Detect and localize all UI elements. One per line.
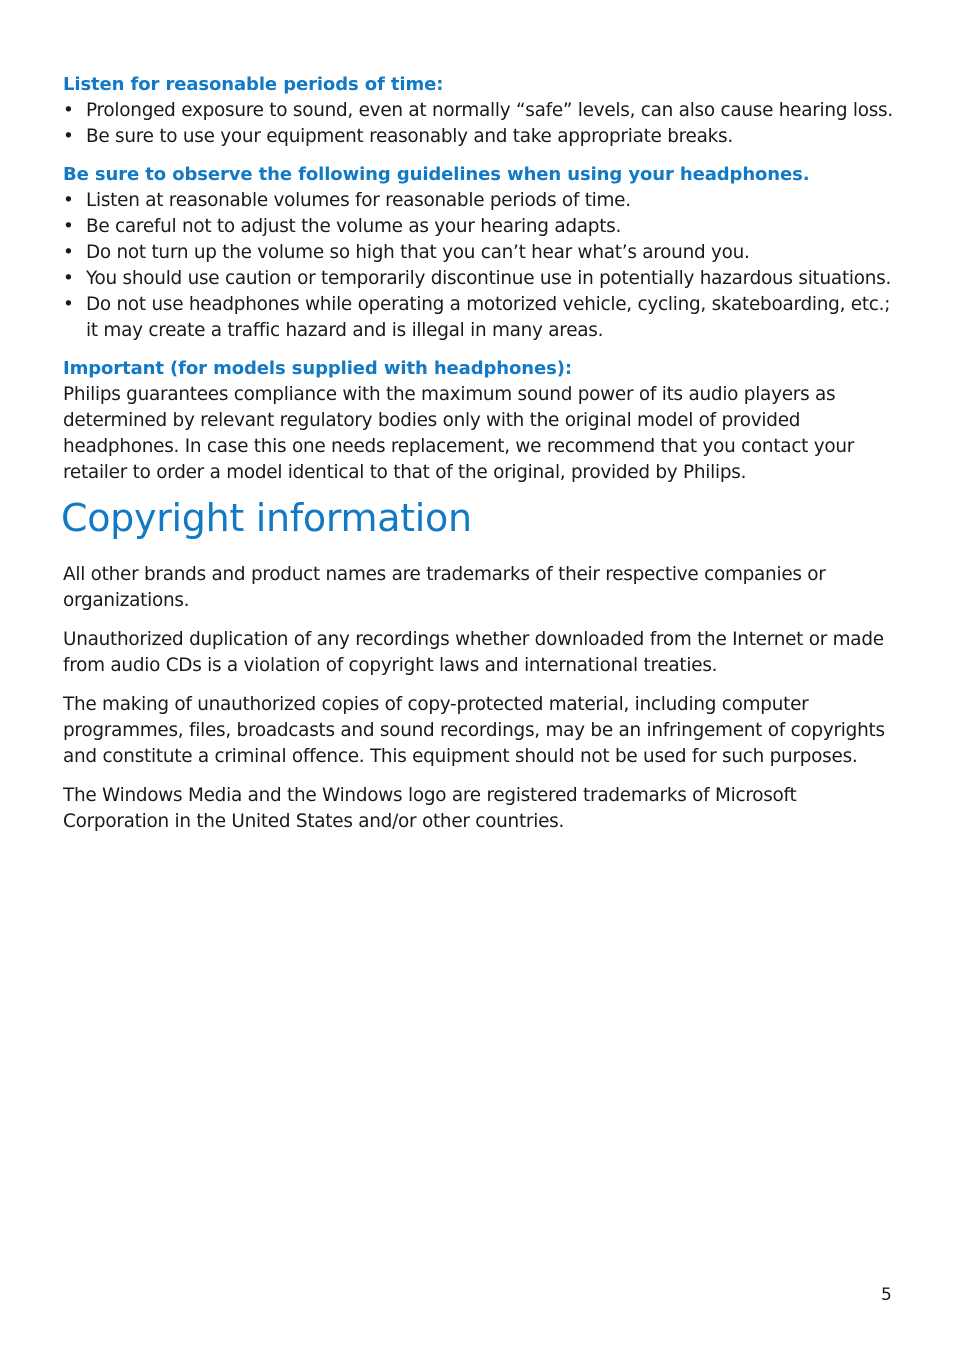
bullet-icon: •: [63, 190, 74, 211]
important-heading: Important (for models supplied with headphones):: [63, 358, 572, 379]
copyright-paragraph-duplication: Unauthorized duplication of any recordings whether downloaded from the Internet or made from audio CDs is a violation of copyright laws and international treaties.: [63, 629, 884, 676]
list-item: • Be sure to use your equipment reasonably and take appropriate breaks.: [63, 124, 893, 150]
copyright-paragraph-windows: The Windows Media and the Windows logo are registered trademarks of Microsoft Corporation in the United States and/or other countries.: [63, 785, 797, 832]
list-item: • Prolonged exposure to sound, even at normally “safe” levels, can also cause hearing loss.: [63, 98, 893, 124]
important-paragraph: Philips guarantees compliance with the maximum sound power of its audio players as determined by relevant regulatory bodies only with the original model of provided headphones. In case this one needs replacement, we recommend that you contact your retailer to order a model identical to that of the original, provided by Philips.: [63, 384, 855, 483]
guidelines-bullet-list: [63, 188, 893, 344]
bullet-icon: •: [63, 268, 74, 289]
list-item: • Be careful not to adjust the volume as your hearing adapts.: [63, 214, 893, 240]
copyright-paragraph-trademarks: All other brands and product names are trademarks of their respective companies or organizations.: [63, 564, 826, 611]
document-page: [63, 72, 893, 848]
copyright-title: Copyright information: [61, 496, 472, 540]
list-item: • Do not use headphones while operating a motorized vehicle, cycling, skateboarding, etc.; it may create a traffic hazard and is illegal in many areas.: [63, 294, 891, 341]
bullet-icon: •: [63, 216, 74, 237]
bullet-icon: •: [63, 242, 74, 263]
list-item: • You should use caution or temporarily discontinue use in potentially hazardous situations.: [63, 266, 893, 292]
listen-heading: Listen for reasonable periods of time:: [63, 74, 444, 95]
bullet-icon: •: [63, 294, 74, 315]
copyright-paragraph-copies: The making of unauthorized copies of copy-protected material, including computer programmes, files, broadcasts and sound recordings, may be an infringement of copyrights and constitute a criminal offence. This equipment should not be used for such purposes.: [63, 694, 885, 767]
listen-bullet-list: [63, 98, 893, 150]
bullet-icon: •: [63, 100, 74, 121]
page-number: 5: [881, 1285, 892, 1305]
list-item: • Do not turn up the volume so high that you can’t hear what’s around you.: [63, 240, 893, 266]
list-item: • Listen at reasonable volumes for reasonable periods of time.: [63, 188, 893, 214]
guidelines-heading: Be sure to observe the following guidelines when using your headphones.: [63, 164, 810, 185]
bullet-icon: •: [63, 126, 74, 147]
